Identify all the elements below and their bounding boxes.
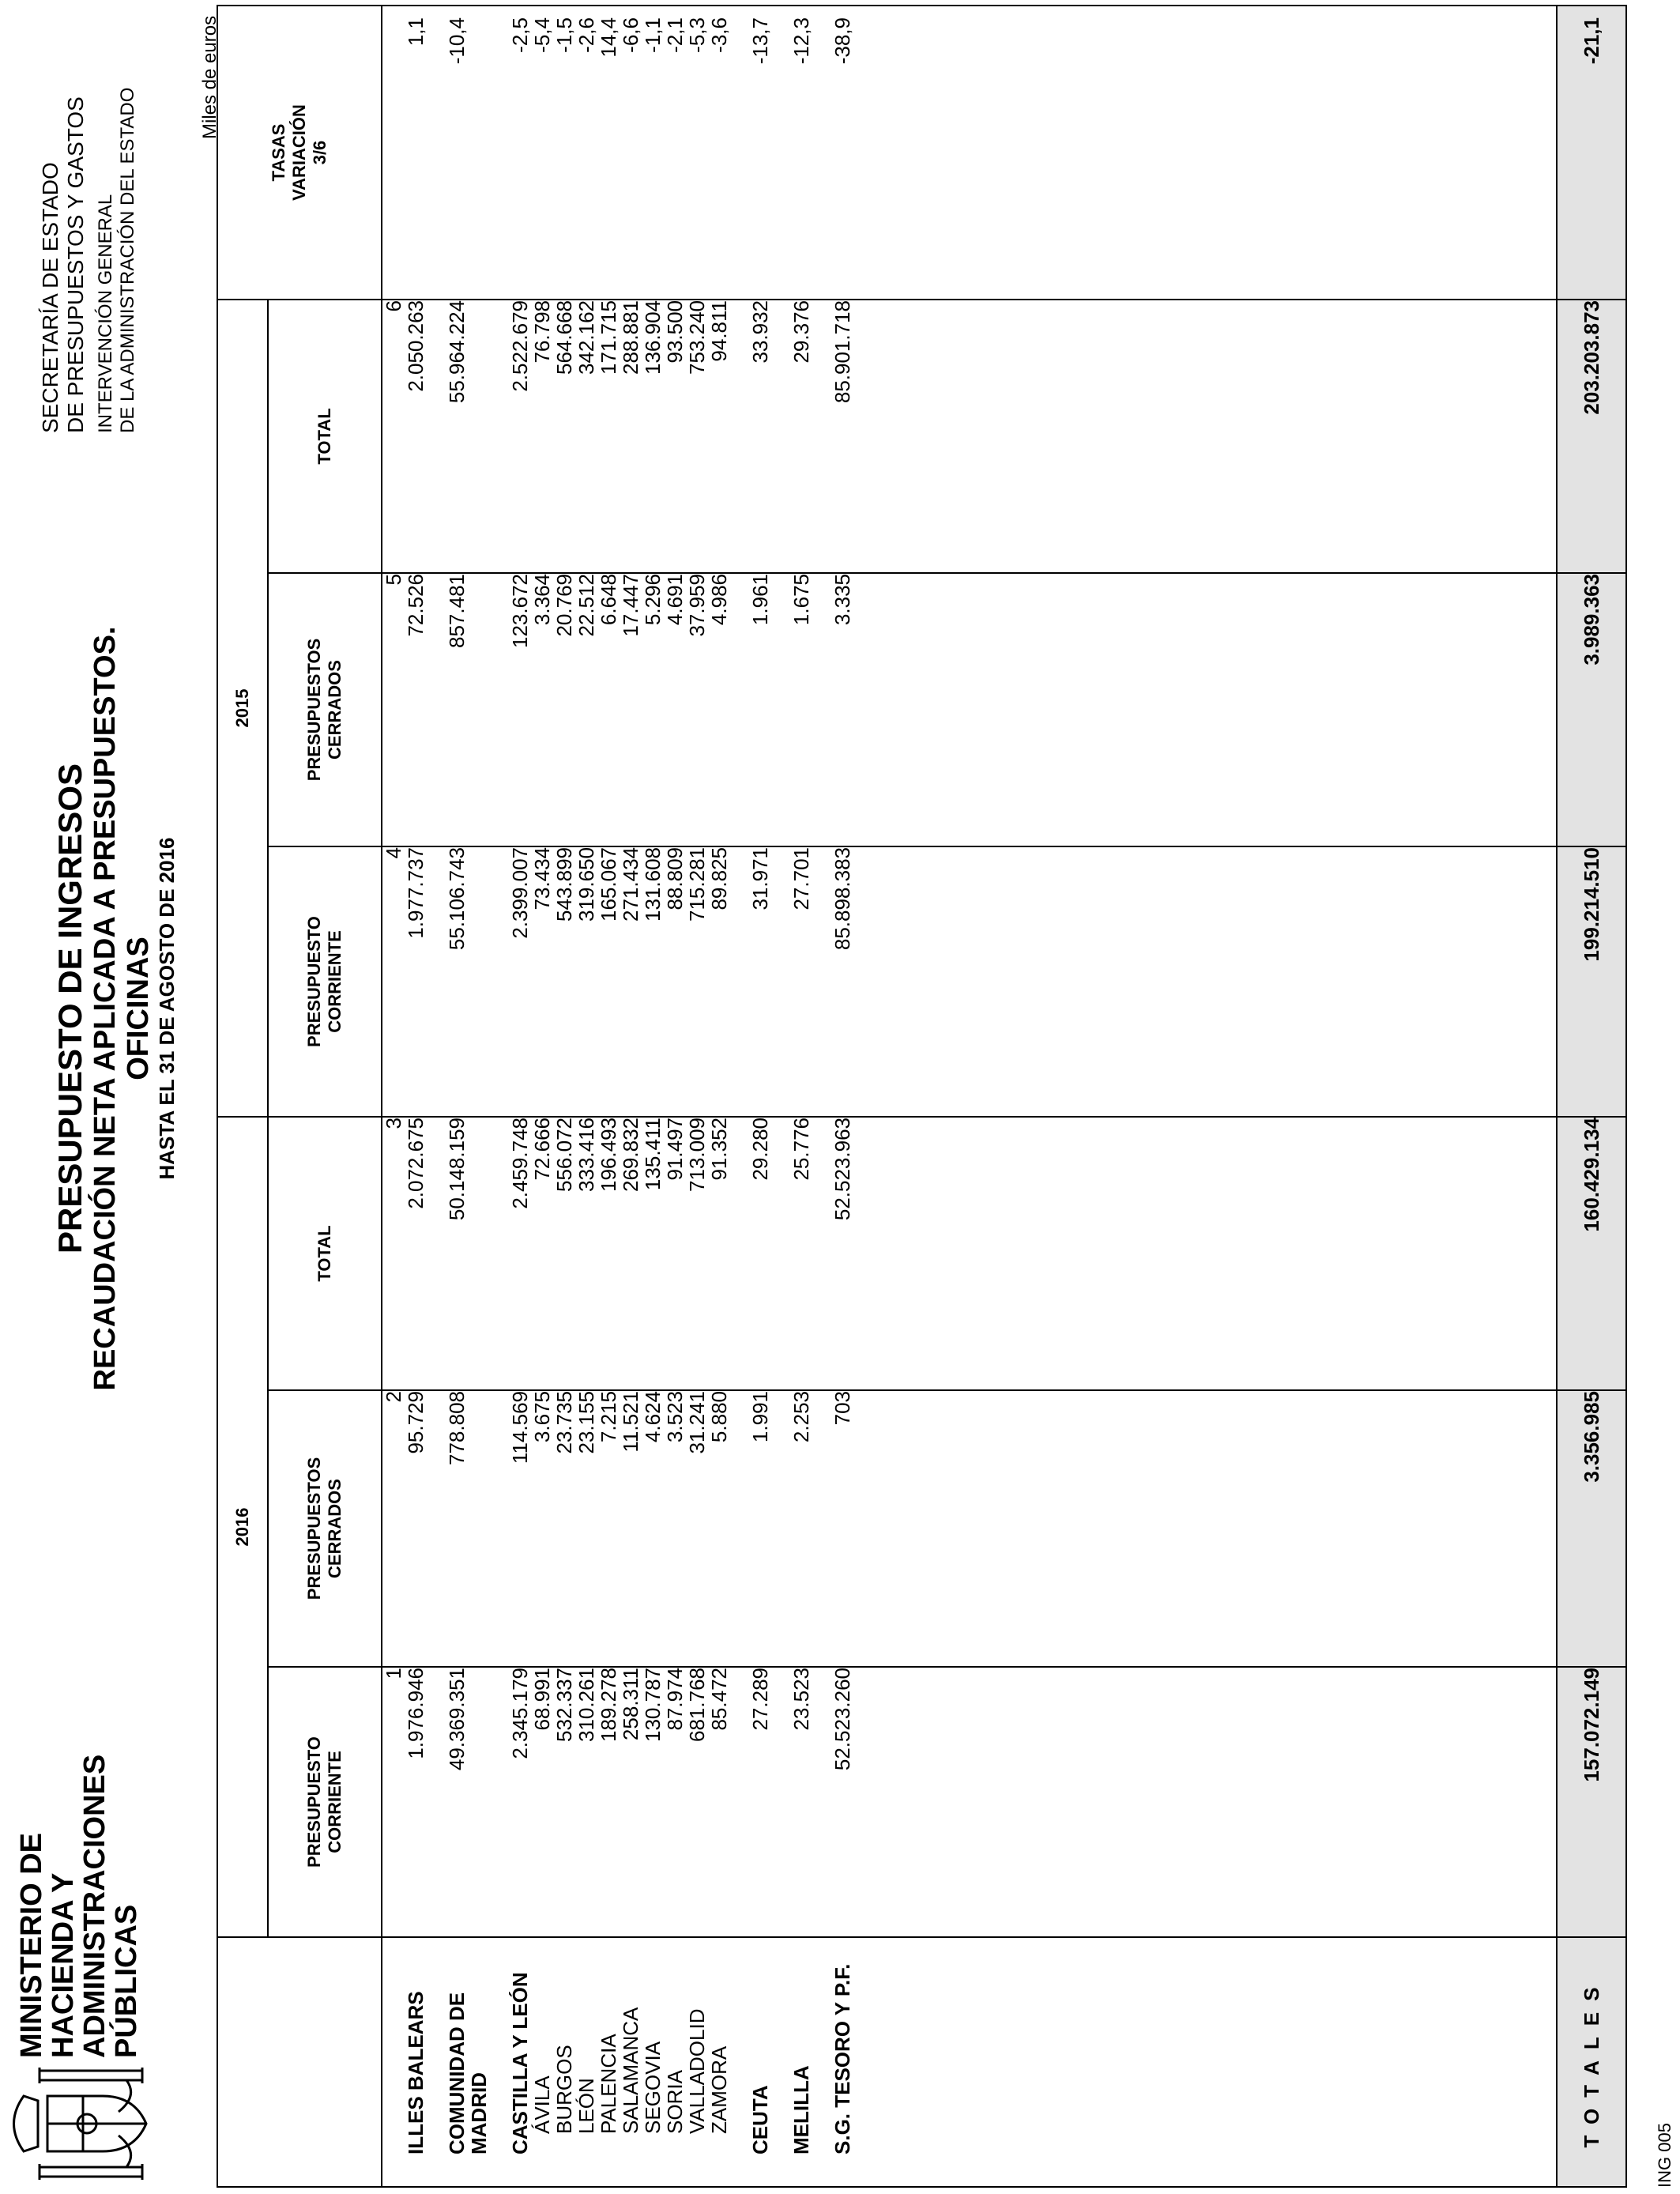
amount-cell: 681.768 — [686, 1667, 708, 1937]
amount-cell: 271.434 — [620, 846, 642, 1117]
table-body — [382, 6, 872, 2187]
amount-cell: 269.832 — [620, 1117, 642, 1390]
amount-cell: 3.523 — [664, 1390, 686, 1667]
header-blank — [217, 1937, 382, 2187]
amount-cell: 91.352 — [708, 1117, 730, 1390]
group-spacer — [853, 6, 872, 2187]
amount-cell: 25.776 — [790, 1117, 812, 1390]
office-name — [531, 1937, 553, 2187]
office-label: SALAMANCA — [619, 2007, 642, 2134]
office-name — [620, 1937, 642, 2187]
report-code: ING 005 — [1655, 2123, 1674, 2188]
amount-cell: 17.447 — [620, 573, 642, 846]
variation-rate: -5,4 — [531, 6, 553, 300]
column-number: 1 — [382, 1667, 405, 1937]
table-row — [531, 6, 553, 2187]
amount-cell: 29.280 — [749, 1117, 771, 1390]
tasas-header: TASAS VARIACIÓN 3/6 — [217, 6, 382, 300]
variation-rate: 1,1 — [405, 6, 427, 300]
amount-cell: 288.881 — [620, 300, 642, 573]
amount-cell: 2.459.748 — [509, 1117, 531, 1390]
col-corriente-2015: PRESUPUESTO CORRIENTE — [268, 846, 382, 1117]
amount-cell: 50.148.159 — [446, 1117, 490, 1390]
amount-cell: 258.311 — [620, 1667, 642, 1937]
amount-cell: 23.523 — [790, 1667, 812, 1937]
amount-cell: 342.162 — [575, 300, 597, 573]
group-spacer — [427, 6, 446, 2187]
ministry-line: PÚBLICAS — [110, 1904, 143, 2058]
office-label: ZAMORA — [707, 2045, 731, 2134]
ministry-line: HACIENDA Y — [47, 1872, 80, 2058]
amount-cell: 23.735 — [553, 1390, 575, 1667]
office-label: SORIA — [663, 2070, 687, 2134]
amount-cell: 88.809 — [664, 846, 686, 1117]
office-label: S.G. TESORO Y P.F. — [831, 1963, 854, 2154]
amount-cell: 31.241 — [686, 1390, 708, 1667]
amount-cell: 52.523.260 — [831, 1667, 853, 1937]
table-row — [509, 6, 531, 2187]
amount-cell: 703 — [831, 1390, 853, 1667]
amount-cell: 532.337 — [553, 1667, 575, 1937]
amount-cell: 165.067 — [597, 846, 620, 1117]
amount-cell: 7.215 — [597, 1390, 620, 1667]
office-label: CASTILLA Y LEÓN — [508, 1972, 532, 2154]
office-name — [575, 1937, 597, 2187]
title-line-2: RECAUDACIÓN NETA APLICADA A PRESUPUESTOS. OFICINAS — [89, 626, 155, 1391]
amount-cell: 87.974 — [664, 1667, 686, 1937]
column-number-cell — [382, 6, 405, 300]
office-name — [553, 1937, 575, 2187]
office-label: ILLES BALEARS — [404, 1991, 428, 2154]
col-cerrados-2015: PRESUPUESTOS CERRADOS — [268, 573, 382, 846]
column-number: 5 — [382, 573, 405, 846]
amount-cell: 556.072 — [553, 1117, 575, 1390]
amount-cell: 94.811 — [708, 300, 730, 573]
amount-cell: 130.787 — [642, 1667, 664, 1937]
variation-rate: -2,5 — [509, 6, 531, 300]
column-number-cell — [382, 1937, 405, 2187]
amount-cell: 123.672 — [509, 573, 531, 846]
secretaria-line: DE PRESUPUESTOS Y GASTOS — [63, 96, 88, 433]
amount-cell: 857.481 — [446, 573, 490, 846]
amount-cell: 49.369.351 — [446, 1667, 490, 1937]
amount-cell: 55.964.224 — [446, 300, 490, 573]
office-label: ÁVILA — [530, 2075, 554, 2134]
intervencion-line: DE LA ADMINISTRACIÓN DEL ESTADO — [117, 87, 138, 433]
variation-rate: -38,9 — [831, 6, 853, 300]
variation-rate: -1,5 — [553, 6, 575, 300]
amount-cell: 5.296 — [642, 573, 664, 846]
amount-cell: 713.009 — [686, 1117, 708, 1390]
totals-value: 203.203.873 — [1557, 300, 1626, 573]
amount-cell: 171.715 — [597, 300, 620, 573]
table-row — [708, 6, 730, 2187]
amount-cell: 753.240 — [686, 300, 708, 573]
amount-cell: 23.155 — [575, 1390, 597, 1667]
column-number: 2 — [382, 1390, 405, 1667]
group-spacer — [730, 6, 749, 2187]
office-name — [790, 1937, 812, 2187]
amount-cell: 91.497 — [664, 1117, 686, 1390]
office-label: VALLADOLID — [685, 2008, 709, 2134]
amount-cell: 319.650 — [575, 846, 597, 1117]
amount-cell: 27.701 — [790, 846, 812, 1117]
group-spacer — [771, 6, 790, 2187]
col-total-2015: TOTAL — [268, 300, 382, 573]
amount-cell: 564.668 — [553, 300, 575, 573]
amount-cell: 68.991 — [531, 1667, 553, 1937]
variation-rate: -3,6 — [708, 6, 730, 300]
amount-cell: 72.526 — [405, 573, 427, 846]
office-name — [446, 1937, 490, 2187]
title-line-1: PRESUPUESTO DE INGRESOS — [51, 763, 89, 1254]
amount-cell: 73.434 — [531, 846, 553, 1117]
col-total-2016: TOTAL — [268, 1117, 382, 1390]
variation-rate: -10,4 — [446, 6, 490, 300]
report-title — [52, 574, 179, 1443]
office-label: PALENCIA — [597, 2034, 620, 2134]
year-current-header: 2016 — [217, 1117, 268, 1937]
ministry-name — [16, 1755, 142, 2058]
variation-rate: -12,3 — [790, 6, 812, 300]
amount-cell: 85.898.383 — [831, 846, 853, 1117]
amount-cell: 3.335 — [831, 573, 853, 846]
amount-cell: 4.691 — [664, 573, 686, 846]
amount-cell: 3.364 — [531, 573, 553, 846]
office-name — [708, 1937, 730, 2187]
amount-cell: 310.261 — [575, 1667, 597, 1937]
totals-value: 199.214.510 — [1557, 846, 1626, 1117]
amount-cell: 20.769 — [553, 573, 575, 846]
amount-cell: 1.976.946 — [405, 1667, 427, 1937]
secretaria-block — [38, 88, 139, 433]
amount-cell: 1.977.737 — [405, 846, 427, 1117]
amount-cell: 93.500 — [664, 300, 686, 573]
totals-value: 160.429.134 — [1557, 1117, 1626, 1390]
amount-cell: 715.281 — [686, 846, 708, 1117]
amount-cell: 196.493 — [597, 1117, 620, 1390]
secretaria-line: SECRETARÍA DE ESTADO — [38, 162, 62, 433]
amount-cell: 95.729 — [405, 1390, 427, 1667]
variation-rate: -5,3 — [686, 6, 708, 300]
office-name — [597, 1937, 620, 2187]
amount-cell: 1.675 — [790, 573, 812, 846]
col-cerrados-2016: PRESUPUESTOS CERRADOS — [268, 1390, 382, 1667]
units-label: Miles de euros — [199, 15, 220, 139]
table-row — [831, 6, 853, 2187]
amount-cell: 189.278 — [597, 1667, 620, 1937]
totals-value: 3.356.985 — [1557, 1390, 1626, 1667]
office-name — [405, 1937, 427, 2187]
group-spacer — [490, 6, 509, 2187]
ministry-line: ADMINISTRACIONES — [78, 1754, 111, 2058]
table-filler — [872, 6, 1557, 2187]
table-row — [553, 6, 575, 2187]
totals-label: TOTALES — [1557, 1937, 1626, 2187]
column-number: 4 — [382, 846, 405, 1117]
amount-cell: 2.345.179 — [509, 1667, 531, 1937]
amount-cell: 29.376 — [790, 300, 812, 573]
amount-cell: 4.986 — [708, 573, 730, 846]
totals-value: 3.989.363 — [1557, 573, 1626, 846]
amount-cell: 33.932 — [749, 300, 771, 573]
amount-cell: 135.411 — [642, 1117, 664, 1390]
amount-cell: 4.624 — [642, 1390, 664, 1667]
office-name — [749, 1937, 771, 2187]
amount-cell: 2.522.679 — [509, 300, 531, 573]
office-label: CEUTA — [748, 2085, 772, 2154]
office-name — [686, 1937, 708, 2187]
amount-cell: 27.289 — [749, 1667, 771, 1937]
table-row — [749, 6, 771, 2187]
amount-cell: 136.904 — [642, 300, 664, 573]
variation-rate: -6,6 — [620, 6, 642, 300]
totals-rate: -21,1 — [1557, 6, 1626, 300]
office-label: LEÓN — [574, 2078, 598, 2134]
year-previous-header: 2015 — [217, 300, 268, 1117]
table-row — [642, 6, 664, 2187]
variation-rate: 14,4 — [597, 6, 620, 300]
col-corriente-2016: PRESUPUESTO CORRIENTE — [268, 1667, 382, 1937]
table-row — [686, 6, 708, 2187]
amount-cell: 1.991 — [749, 1390, 771, 1667]
amount-cell: 37.959 — [686, 573, 708, 846]
amount-cell: 5.880 — [708, 1390, 730, 1667]
coat-of-arms-icon — [8, 2064, 166, 2183]
title-line-3: HASTA EL 31 DE AGOSTO DE 2016 — [155, 837, 179, 1180]
amount-cell: 72.666 — [531, 1117, 553, 1390]
office-label: COMUNIDAD DE MADRID — [445, 1992, 491, 2154]
amount-cell: 2.399.007 — [509, 846, 531, 1117]
amount-cell: 85.901.718 — [831, 300, 853, 573]
amount-cell: 333.416 — [575, 1117, 597, 1390]
table-row — [597, 6, 620, 2187]
variation-rate: -13,7 — [749, 6, 771, 300]
amount-cell: 89.825 — [708, 846, 730, 1117]
table-row — [790, 6, 812, 2187]
amount-cell: 31.971 — [749, 846, 771, 1117]
variation-rate: -1,1 — [642, 6, 664, 300]
amount-cell: 85.472 — [708, 1667, 730, 1937]
amount-cell: 1.961 — [749, 573, 771, 846]
amount-cell: 2.050.263 — [405, 300, 427, 573]
table-row — [405, 6, 427, 2187]
office-label: MELILLA — [789, 2065, 813, 2154]
amount-cell: 3.675 — [531, 1390, 553, 1667]
amount-cell: 2.072.675 — [405, 1117, 427, 1390]
totals-value: 157.072.149 — [1557, 1667, 1626, 1937]
revenue-table — [217, 5, 1627, 2188]
office-name — [509, 1937, 531, 2187]
amount-cell: 52.523.963 — [831, 1117, 853, 1390]
variation-rate: -2,6 — [575, 6, 597, 300]
amount-cell: 55.106.743 — [446, 846, 490, 1117]
amount-cell: 11.521 — [620, 1390, 642, 1667]
amount-cell: 114.569 — [509, 1390, 531, 1667]
amount-cell: 778.808 — [446, 1390, 490, 1667]
table-row — [575, 6, 597, 2187]
office-name — [664, 1937, 686, 2187]
ministry-line: MINISTERIO DE — [15, 1832, 48, 2058]
office-name — [642, 1937, 664, 2187]
amount-cell: 2.253 — [790, 1390, 812, 1667]
amount-cell: 6.648 — [597, 573, 620, 846]
office-label: BURGOS — [552, 2045, 576, 2134]
intervencion-line: INTERVENCIÓN GENERAL — [95, 194, 116, 433]
variation-rate: -2,1 — [664, 6, 686, 300]
amount-cell: 131.608 — [642, 846, 664, 1117]
office-label: SEGOVIA — [641, 2041, 665, 2134]
table-row — [620, 6, 642, 2187]
amount-cell: 76.798 — [531, 300, 553, 573]
column-number: 3 — [382, 1117, 405, 1390]
table-row — [446, 6, 490, 2187]
amount-cell: 22.512 — [575, 573, 597, 846]
office-name — [831, 1937, 853, 2187]
column-number: 6 — [382, 300, 405, 573]
amount-cell: 543.899 — [553, 846, 575, 1117]
group-spacer — [812, 6, 831, 2187]
table-row — [664, 6, 686, 2187]
